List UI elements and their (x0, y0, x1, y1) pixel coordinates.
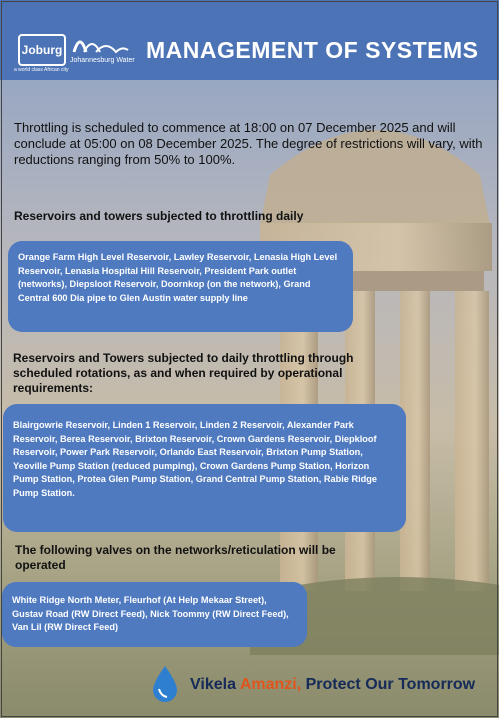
footer-tagline: Protect Our Tomorrow (305, 676, 476, 693)
section2-heading: Reservoirs and Towers subjected to daily throttling through scheduled rotations, as and when required by operational requirements: (13, 351, 354, 395)
footer-slogan (150, 664, 490, 708)
joburg-tagline: a world class African city (14, 67, 69, 73)
section1-heading: Reservoirs and towers subjected to throttling daily (14, 209, 304, 223)
section1-box: Orange Farm High Level Reservoir, Lawley Reservoir, Lenasia High Level Reservoir, Lenasia Hospital Hill Reservoir, President Park outlet (networks), Diepsloot Reservoir, Doornkop (on the network), Grand Central 600 Dia pipe to Glen Austin water supply line (8, 241, 353, 332)
header-banner (0, 0, 499, 80)
section2-box: Blairgowrie Reservoir, Linden 1 Reservoir, Linden 2 Reservoir, Alexander Park Reservoir, Berea Reservoir, Brixton Reservoir, Crown Gardens Reservoir, Diepkloof Reservoir, Power Park Reservoir, Orlando East Reservoir, Brixton Pump Station, Yeoville Pump Station (reduced pumping), Crown Gardens Pump Station, Horizon Pump Station, Protea Glen Pump Station, Grand Central Pump Station, Rabie Ridge Pump Station. (3, 404, 406, 532)
intro-paragraph: Throttling is scheduled to commence at 18:00 on 07 December 2025 and will conclude at 05:00 on 08 December 2025. The degree of restrictions will vary, with reductions ranging from 50% to 100%. (14, 120, 483, 167)
joburg-logo: Joburg (18, 34, 66, 66)
water-wave-icon (70, 30, 130, 56)
footer-word-vikela: Vikela (190, 676, 236, 693)
section3-heading: The following valves on the networks/reticulation will be operated (15, 543, 336, 572)
footer-word-amanzi: Amanzi, (239, 676, 302, 693)
water-drop-icon (150, 664, 180, 704)
page-title: MANAGEMENT OF SYSTEMS (146, 37, 479, 63)
johannesburg-water-logo-text: Johannesburg Water (70, 57, 135, 64)
section3-box: White Ridge North Meter, Fleurhof (At Help Mekaar Street), Gustav Road (RW Direct Feed), Nick Toommy (RW Direct Feed), Van Lil (RW Direct Feed) (2, 582, 307, 647)
